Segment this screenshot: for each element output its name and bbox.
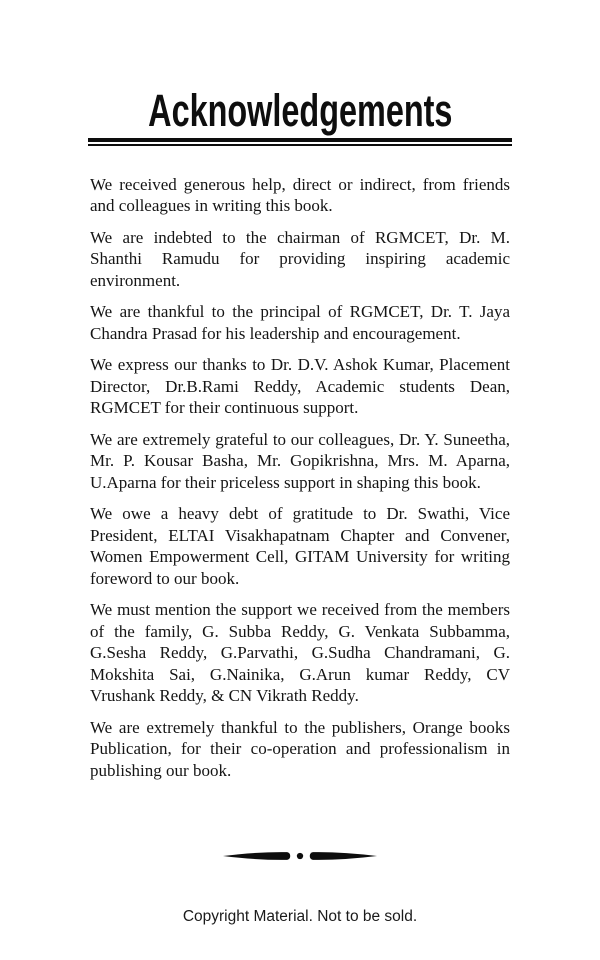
acknowledgements-body — [90, 174, 510, 782]
divider-ornament-icon — [221, 848, 379, 864]
paragraph: We must mention the support we received from the members of the family, G. Subba Reddy, G. Venkata Subbamma, G.Sesha Reddy, G.Parvathi, G.Sudha Chandramani, G. Mokshita Sai, G.Nainika, G.Arun kumar Reddy, CV Vrushank Reddy, & CN Vikrath Reddy. — [90, 600, 510, 705]
paragraph: We are extremely grateful to our colleagues, Dr. Y. Suneetha, Mr. P. Kousar Basha, Mr. Gopikrishna, Mrs. M. Aparna, U.Aparna for their priceless support in shaping this book. — [90, 429, 510, 492]
paragraph: We are thankful to the principal of RGMCET, Dr. T. Jaya Chandra Prasad for his leadership and encouragement. — [90, 302, 510, 343]
copyright-notice: Copyright Material. Not to be sold. — [182, 908, 418, 925]
paragraph: We are indebted to the chairman of RGMCET, Dr. M. Shanthi Ramudu for providing inspiring academic environment. — [90, 227, 510, 290]
title-double-rule — [88, 138, 512, 146]
page-title: Acknowledgements — [147, 85, 453, 136]
paragraph: We received generous help, direct or indirect, from friends and colleagues in writing this book. — [90, 174, 510, 215]
rule-thin-bar — [88, 144, 512, 146]
paragraph: We express our thanks to Dr. D.V. Ashok Kumar, Placement Director, Dr.B.Rami Reddy, Academic students Dean, RGMCET for their continuous support. — [90, 355, 510, 417]
title-block — [0, 86, 600, 136]
section-divider — [0, 848, 600, 869]
paragraph: We owe a heavy debt of gratitude to Dr. Swathi, Vice President, ELTAI Visakhapatnam Chapter and Convener, Women Empowerment Cell, GITAM University for writing foreword to our book. — [90, 504, 510, 588]
paragraph: We are extremely thankful to the publishers, Orange books Publication, for their co-operation and professionalism in publishing our book. — [90, 717, 510, 780]
